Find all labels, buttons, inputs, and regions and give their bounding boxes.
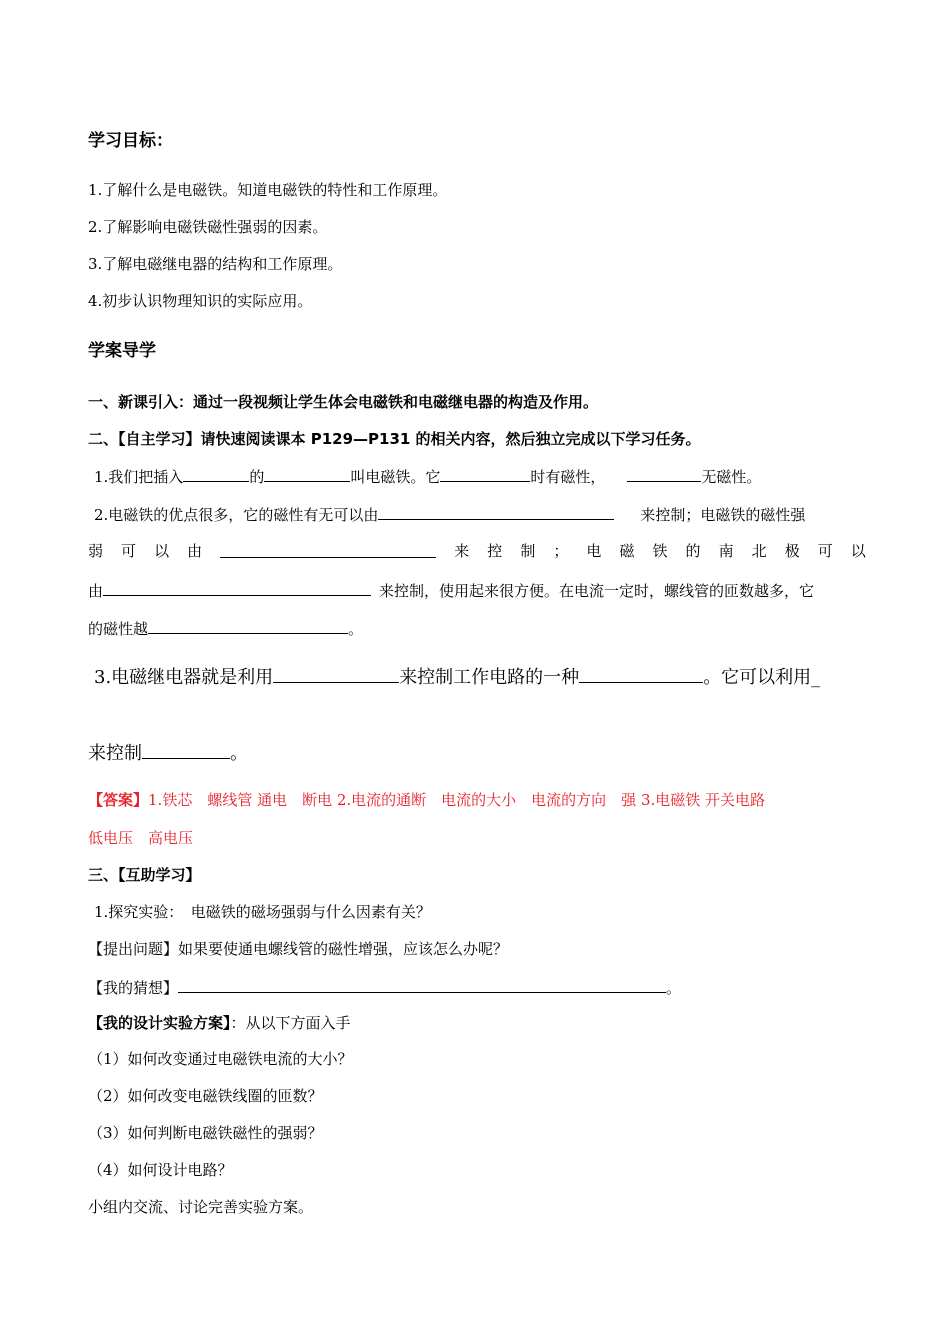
- experiment-title: 1.探究实验： 电磁铁的磁场强弱与什么因素有关？: [94, 903, 431, 921]
- blank: [273, 664, 399, 683]
- answer-label: 【答案】: [88, 791, 149, 809]
- design-plan: 【我的设计实验方案】：从以下方面入手: [88, 1014, 351, 1032]
- question-1: 1.我们把插入 的 叫电磁铁。它 时有磁性， 无磁性。: [94, 468, 762, 486]
- question-3-line-1: 3.电磁继电器就是利用 来控制工作电路的一种 。它可以利用_: [94, 664, 820, 689]
- blank: [378, 504, 614, 520]
- design-item-1: （1）如何改变通过电磁铁电流的大小？: [88, 1050, 353, 1068]
- blank: [103, 580, 371, 596]
- closing-text: 小组内交流、讨论完善实验方案。: [88, 1198, 314, 1216]
- blank: [627, 466, 701, 482]
- design-item-4: （4）如何设计电路？: [88, 1161, 233, 1179]
- section-2-self-study: 二、【自主学习】请快速阅读课本 P129—P131 的相关内容，然后独立完成以下学习任务。: [88, 430, 701, 448]
- design-item-2: （2）如何改变电磁铁线圈的匝数？: [88, 1087, 323, 1105]
- answer-line-2: 低电压 高电压: [88, 829, 194, 847]
- blank: [440, 466, 530, 482]
- question-2-line-4: 的磁性越 。: [88, 620, 364, 638]
- design-item-3: （3）如何判断电磁铁磁性的强弱？: [88, 1124, 323, 1142]
- question-3-line-2: 来控制 。: [88, 740, 248, 765]
- blank: [178, 977, 666, 993]
- goals-heading: 学习目标：: [88, 131, 173, 151]
- goal-item-3: 3.了解电磁继电器的结构和工作原理。: [88, 255, 343, 273]
- blank: [579, 664, 703, 683]
- blank: [148, 618, 348, 634]
- answer-line-1: 【答案】1.铁芯 螺线管 通电 断电 2.电流的通断 电流的大小 电流的方向 强 3.电磁铁 开关电路: [88, 791, 766, 809]
- goal-item-1: 1.了解什么是电磁铁。知道电磁铁的特性和工作原理。: [88, 181, 448, 199]
- question-2-line-2: 弱 可 以 由 来 控 制 ； 电 磁 铁 的 南 北 极 可 以: [88, 542, 866, 560]
- blank: [220, 542, 436, 558]
- section-3-cooperative: 三、【互助学习】: [88, 866, 201, 884]
- my-guess: 【我的猜想】 。: [88, 979, 682, 997]
- section-1-intro: 一、新课引入：通过一段视频让学生体会电磁铁和电磁继电器的构造及作用。: [88, 393, 599, 411]
- guide-heading: 学案导学: [88, 341, 156, 361]
- question-2-line-3: 由 来控制，使用起来很方便。在电流一定时，螺线管的匝数越多，它: [88, 582, 815, 600]
- goal-item-2: 2.了解影响电磁铁磁性强弱的因素。: [88, 218, 328, 236]
- goal-item-4: 4.初步认识物理知识的实际应用。: [88, 292, 313, 310]
- blank: [142, 740, 230, 759]
- blank: [264, 466, 350, 482]
- raise-question: 【提出问题】如果要使通电螺线管的磁性增强，应该怎么办呢？: [88, 940, 509, 958]
- question-2-line-1: 2.电磁铁的优点很多，它的磁性有无可以由 来控制；电磁铁的磁性强: [94, 506, 806, 524]
- blank: [183, 466, 249, 482]
